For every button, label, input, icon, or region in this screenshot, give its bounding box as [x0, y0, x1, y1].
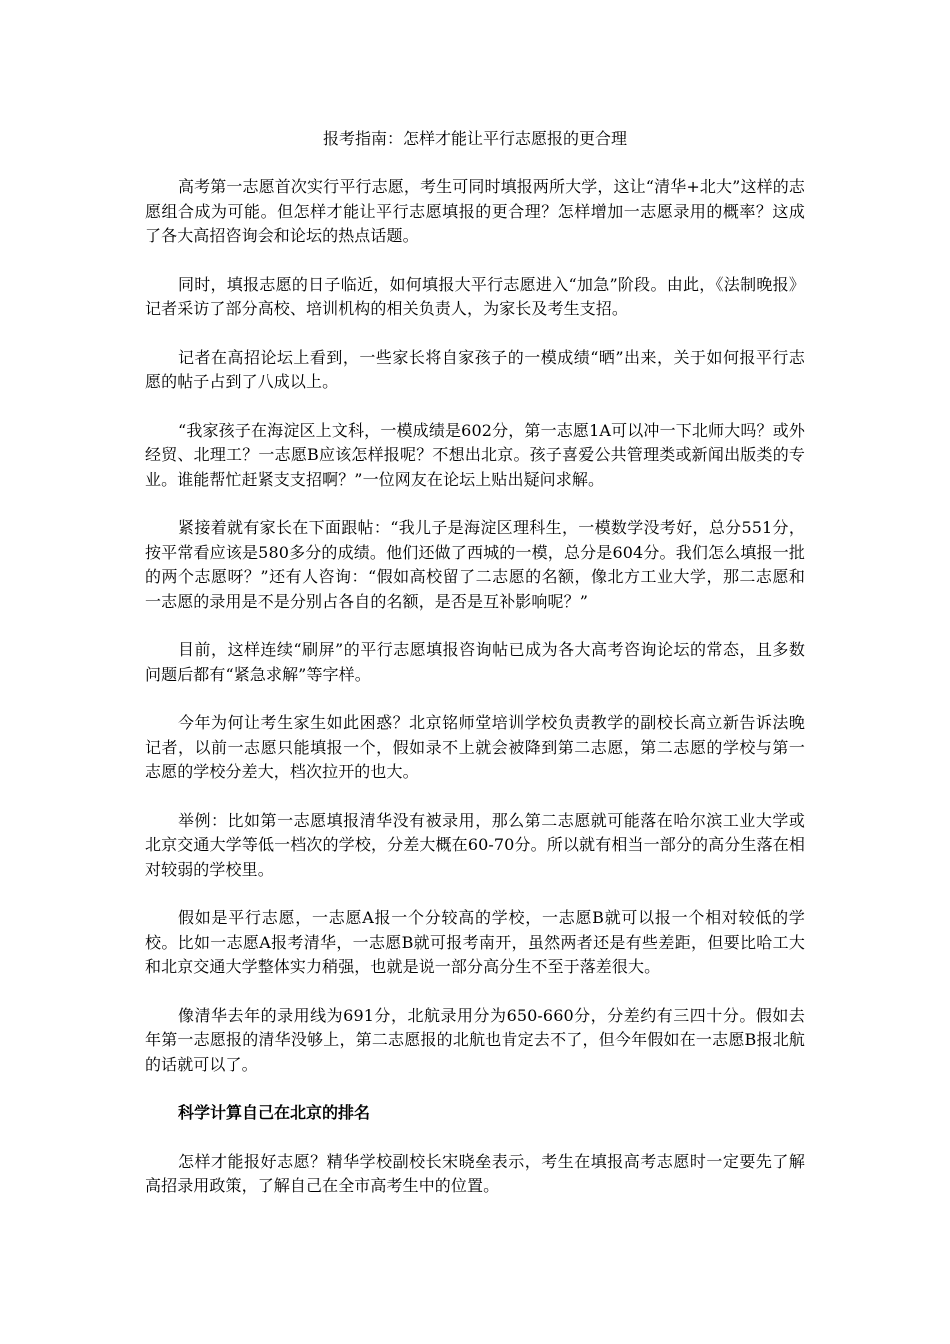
- paragraph-4: “我家孩子在海淀区上文科，一模成绩是602分，第一志愿1A可以冲一下北师大吗？或外经贸、北理工？一志愿B应该怎样报呢？不想出北京。孩子喜爱公共管理类或新闻出版类的专业。谁能帮忙赶紧支支招啊？”一位网友在论坛上贴出疑问求解。: [145, 420, 805, 489]
- paragraph-8: 举例：比如第一志愿填报清华没有被录用，那么第二志愿就可能落在哈尔滨工业大学或北京交通大学等低一档次的学校，分差大概在60-70分。所以就有相当一部分的高分生落在相对较弱的学校里。: [145, 810, 805, 879]
- paragraph-5: 紧接着就有家长在下面跟帖：“我儿子是海淀区理科生，一模数学没考好，总分551分，按平常看应该是580多分的成绩。他们还做了西城的一模，总分是604分。我们怎么填报一批的两个志愿呀？”还有人咨询：“假如高校留了二志愿的名额，像北方工业大学，那二志愿和一志愿的录用是不是分别占各自的名额，是否是互补影响呢？”: [145, 518, 805, 611]
- paragraph-2: 同时，填报志愿的日子临近，如何填报大平行志愿进入“加急”阶段。由此，《法制晚报》记者采访了部分高校、培训机构的相关负责人，为家长及考生支招。: [145, 274, 805, 318]
- document-title: 报考指南：怎样才能让平行志愿报的更合理: [322, 129, 627, 148]
- section-heading: 科学计算自己在北京的排名: [178, 1103, 371, 1122]
- paragraph-3: 记者在高招论坛上看到，一些家长将自家孩子的一模成绩“晒”出来，关于如何报平行志愿的帖子占到了八成以上。: [145, 347, 805, 391]
- document-body: [145, 175, 805, 1223]
- section-paragraph-1: 怎样才能报好志愿？精华学校副校长宋晓垒表示，考生在填报高考志愿时一定要先了解高招录用政策，了解自己在全市高考生中的位置。: [145, 1151, 805, 1195]
- paragraph-9: 假如是平行志愿，一志愿A报一个分较高的学校，一志愿B就可以报一个相对较低的学校。比如一志愿A报考清华，一志愿B就可报考南开，虽然两者还是有些差距，但要比哈工大和北京交通大学整体实力稍强，也就是说一部分高分生不至于落差很大。: [145, 908, 805, 976]
- paragraph-10: 像清华去年的录用线为691分，北航录用分为650-660分，分差约有三四十分。假如去年第一志愿报的清华没够上，第二志愿报的北航也肯定去不了，但今年假如在一志愿B报北航的话就可以了。: [145, 1005, 805, 1074]
- paragraph-1: 高考第一志愿首次实行平行志愿，考生可同时填报两所大学，这让“清华+北大”这样的志愿组合成为可能。但怎样才能让平行志愿填报的更合理？怎样增加一志愿录用的概率？这成了各大高招咨询会和论坛的热点话题。: [145, 177, 805, 245]
- paragraph-7: 今年为何让考生家生如此困惑？北京铭师堂培训学校负责教学的副校长高立新告诉法晚记者，以前一志愿只能填报一个，假如录不上就会被降到第二志愿，第二志愿的学校与第一志愿的学校分差大，档次拉开的也大。: [145, 713, 805, 781]
- paragraph-6: 目前，这样连续“刷屏”的平行志愿填报咨询帖已成为各大高考咨询论坛的常态，且多数问题后都有“紧急求解”等字样。: [145, 640, 805, 684]
